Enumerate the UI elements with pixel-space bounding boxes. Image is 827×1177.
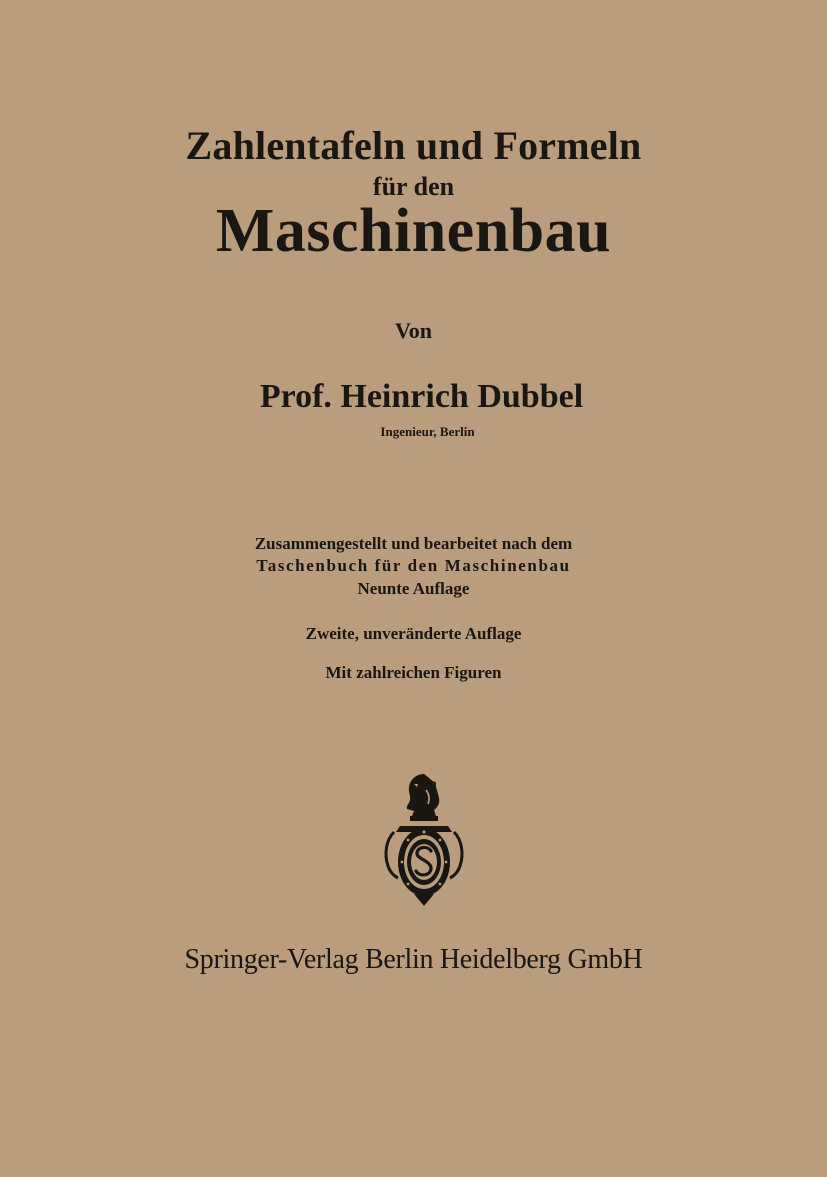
book-title-connector: für den [372,172,455,201]
author-name: Prof. Heinrich Dubbel [259,378,584,415]
compilation-note-line-2: Taschenbuch für den Maschinenbau [256,556,571,575]
by-label: Von [394,318,433,343]
author-affiliation: Ingenieur, Berlin [380,424,475,439]
edition-note: Zweite, unveränderte Auflage [305,624,522,643]
book-title: Zahlentafeln und Formeln [185,123,642,168]
compilation-note-line-3: Neunte Auflage [357,579,470,598]
springer-knight-emblem-icon [378,770,470,910]
figures-note: Mit zahlreichen Figuren [325,663,502,682]
compilation-note-line-1: Zusammengestellt und bearbeitet nach dem [254,534,573,553]
book-title-main-word: Maschinenbau [215,197,612,265]
publisher-name: Springer-Verlag Berlin Heidelberg GmbH [184,944,643,975]
